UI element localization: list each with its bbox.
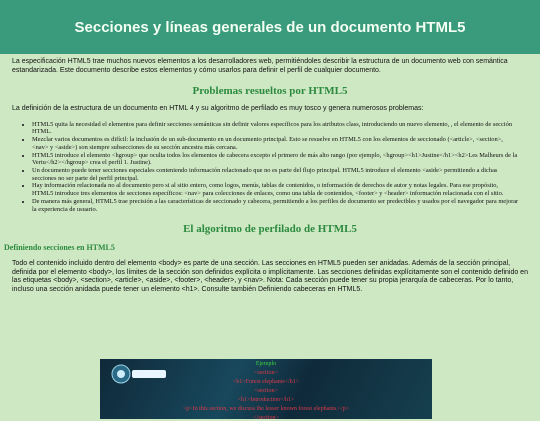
diagram-line: <h1>Forest elephants</h1> xyxy=(232,379,300,385)
list-item: • Hay información relacionada no al documento pero si al sitio entero, como logos, menús, tablas de contenidos, o información de derechos de autor y notas legales. Para ese propósito, HTML5 introduce tres elementos de secciones específicos: <nav> para colecciones de enlaces, como una tabla de contenidos, <footer> y <header> información relacionada con el sitio. xyxy=(32,182,520,197)
list-item: • HTML5 quita la necesidad el elementos para definir secciones semánticas sin definir valores específicos para los atributos class, introduciendo un nuevo elemento, , el elemento de sección HTML. xyxy=(32,121,520,136)
list-item: • Mezclar varios documentos es difícil: la inclusión de un sub-documento en un documento principal. Esto se resuelve en HTML5 con los elementos de seccionado (<article>, <section>, <nav> y <aside>) son siempre subsecciones de su sección ancestra más cercana. xyxy=(32,136,520,151)
diagram-line: <p>In this section, we discuss the lesser known forest elephants.</p> xyxy=(182,406,350,412)
problems-lead: La definición de la estructura de un documento en HTML 4 y su algoritmo de perfilado es muy tosco y genera numerosos problemas: xyxy=(12,105,424,113)
diagram-line-title: Ejemplo xyxy=(255,361,277,367)
algorithm-heading: El algoritmo de perfilado de HTML5 xyxy=(183,223,357,236)
problems-heading: Problemas resueltos por HTML5 xyxy=(192,85,348,98)
diagram-line: <h1>Introduction</h1> xyxy=(237,397,295,403)
example-diagram xyxy=(100,359,432,419)
diagram-line: <section> xyxy=(254,388,278,394)
problems-list xyxy=(32,121,520,213)
sections-paragraph: Todo el contenido incluido dentro del elemento <body> es parte de una sección. Las secciones en HTML5 pueden ser anidadas. Además de la sección principal, definida por el elemento <body>, los límites de la sección son definidos explícita o implícitamente. Las secciones definidas explícitamente son el contenido definido en las etiquetas <body>, <section>, <article>, <aside>, <footer>, <header>, y <nav>. Nota: Cada sección puede tener su propia jerarquía de cabeceras. Por lo tanto, incluso una sección anidada puede tener un elemento <h1>. Consulte también Definiendo cabeceras en HTML5. xyxy=(12,260,528,293)
list-item: • HTML5 introduce el elemento <hgroup> que oculta todos los elementos de cabecera excepto el primero de más alto rango (por ejemplo, <hgroup><h1>Justine</h1><h2>Les Malheurs de la Vertu</h2></hgroup> crea el perfil 1. Justine). xyxy=(32,152,520,167)
list-item: • Un documento puede tener secciones especiales conteniendo información relacionado que no es parte del flujo principal. HTML5 introduce el elemento <aside> permitiendo a dichas secciones no ser parte del perfil principal. xyxy=(32,167,520,182)
diagram-line: <section> xyxy=(254,370,278,376)
diagram-line: </section> xyxy=(253,415,279,421)
page-title: Secciones y líneas generales de un documento HTML5 xyxy=(74,18,466,36)
intro-paragraph: La especificación HTML5 trae muchos nuevos elementos a los desarrolladores web, permitiéndoles describir la estructura de un documento web con semántica estandarizada. Este documento describe estos elementos y cómo usarlos para definir el perfil de cualquier documento. xyxy=(12,58,508,74)
page-header xyxy=(0,0,540,54)
list-item: • De manera más general, HTML5 trae precisión a las características de seccionado y cabecera, permitiendo a los perfiles de documento ser predecibles y usados por el navegador para mejorar la experiencia de usuario. xyxy=(32,198,520,213)
sections-subheading: Definiendo secciones en HTML5 xyxy=(4,243,115,253)
